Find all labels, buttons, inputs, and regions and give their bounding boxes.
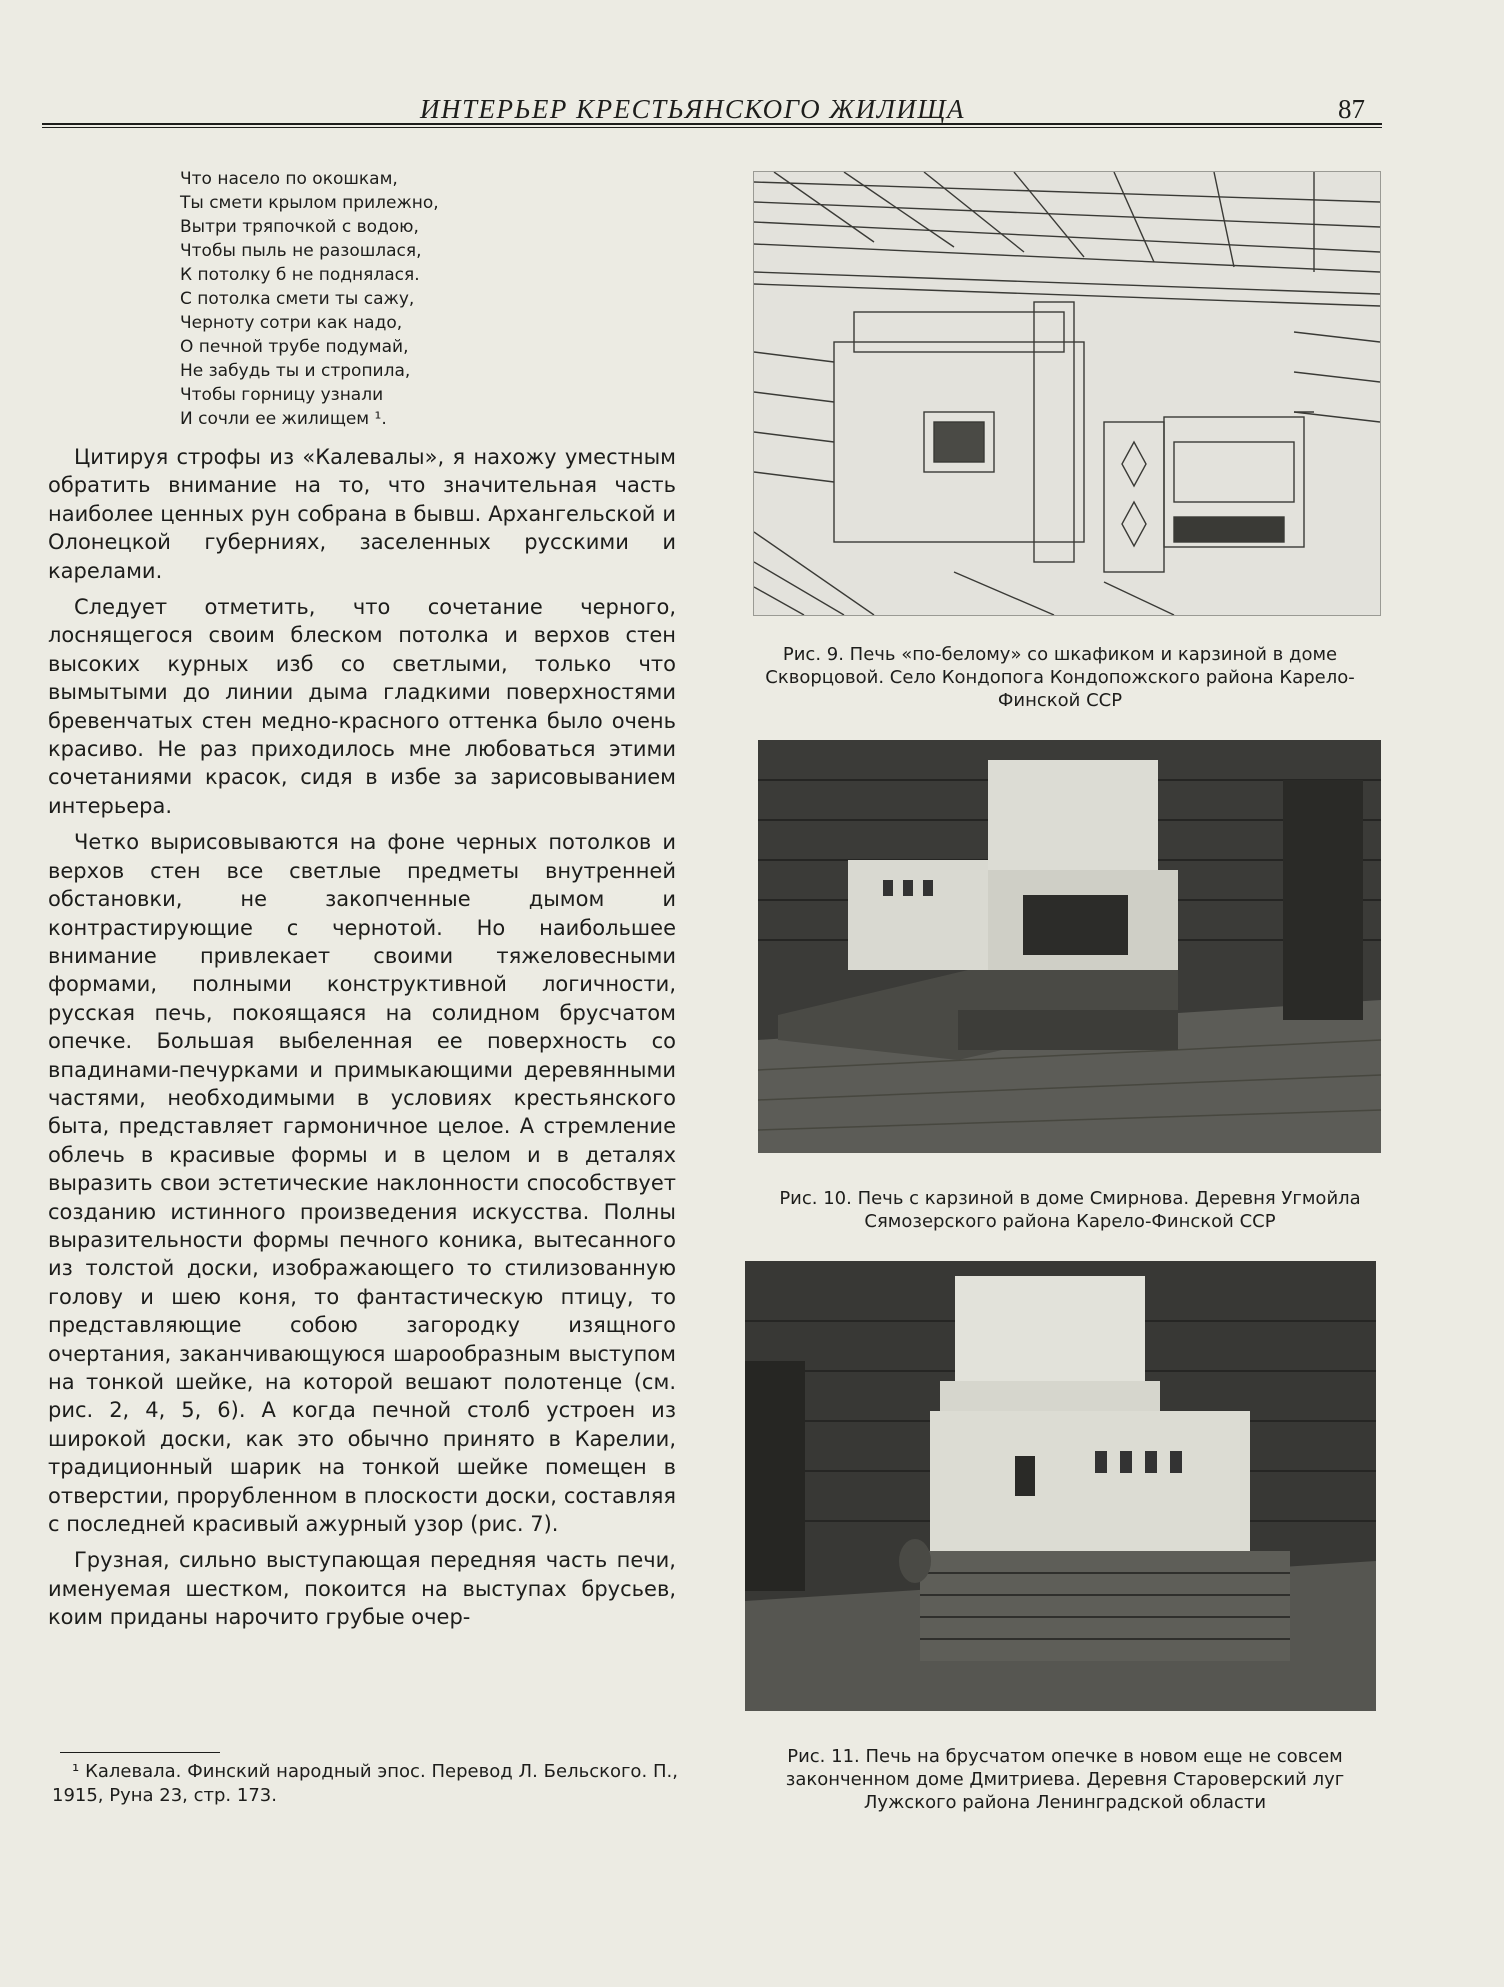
stove-photo-illustration: [758, 740, 1381, 1153]
poem-line: Ты смети крылом прилежно,: [180, 193, 439, 213]
figure-9-caption: Рис. 9. Печь «по-белому» со шкафиком и карзиной в доме Скворцовой. Село Кондопога Кондопожского района Карело-Финской ССР: [765, 644, 1355, 711]
stove-photo-illustration: [745, 1261, 1376, 1711]
page-number: 87: [1338, 94, 1365, 124]
figure-10-photo: [758, 740, 1381, 1153]
poem-line: Что насело по окошкам,: [180, 169, 398, 189]
footnote: ¹ Калевала. Финский народный эпос. Перевод Л. Бельского. П., 1915, Руна 23, стр. 173.: [52, 1761, 678, 1806]
poem-line: К потолку б не поднялася.: [180, 265, 420, 285]
poem-line: С потолка смети ты сажу,: [180, 289, 415, 309]
paragraph: Следует отметить, что сочетание черного, лоснящегося своим блеском потолка и верхов стен высоких курных изб со светлыми, только что вымытыми до линии дыма гладкими поверхностями бревенчатых стен медно-красного оттенка было очень красиво. Не раз приходилось мне любоваться этими сочетаниями красок, сидя в избе за зарисовыванием интерьера.: [48, 595, 676, 818]
running-title: ИНТЕРЬЕР КРЕСТЬЯНСКОГО ЖИЛИЩА: [420, 94, 966, 124]
poem-line: Чтобы горницу узнали: [180, 385, 384, 405]
body-text: [48, 443, 676, 1640]
poem-line: И сочли ее жилищем ¹.: [180, 409, 387, 429]
paragraph: Четко вырисовываются на фоне черных потолков и верхов стен все светлые предметы внутренней обстановки, не закопченные дымом и контрастирующие с чернотой. Но наибольшее внимание привлекает своими тяжеловесными формами, полными конструктивной логичности, русская печь, покоящаяся на солидном брусчатом опечке. Большая выбеленная ее поверхность со впадинами-печурками и примыкающими деревянными частями, необходимыми в условиях крестьянского быта, представляет гармоничное целое. А стремление облечь в красивые формы и в целом и в деталях выразить свои эстетические наклонности способствует созданию истинного произведения искусства. Полны выразительности формы печного коника, вытесанного из толстой доски, изображающего то стилизованную голову и шею коня, то фантастическую птицу, то представляющие собою загородку изящного очертания, заканчивающуюся шарообразным выступом на тонкой шейке, на которой вешают полотенце (см. рис. 2, 4, 5, 6). А когда печной столб устроен из широкой доски, как это обычно принято в Карелии, традиционный шарик на тонкой шейке помещен в отверстии, прорубленном в плоскости доски, составляя с последней красивый ажурный узор (рис. 7).: [48, 830, 676, 1537]
paragraph: Грузная, сильно выступающая передняя часть печи, именуемая шестком, покоится на выступах брусьев, коим приданы нарочито грубые очер-: [48, 1548, 676, 1630]
figure-11-caption: Рис. 11. Печь на брусчатом опечке в новом еще не совсем законченном доме Дмитриева. Деревня Староверский луг Лужского района Ленинградской области: [785, 1746, 1345, 1813]
header-rule: [42, 123, 1382, 128]
paragraph: Цитируя строфы из «Калевалы», я нахожу уместным обратить внимание на то, что значительная часть наиболее ценных рун собрана в бывш. Архангельской и Олонецкой губерниях, заселенных русскими и карелами.: [48, 445, 676, 583]
poem-excerpt: [180, 167, 540, 431]
poem-line: Не забудь ты и стропила,: [180, 361, 411, 381]
footnote-rule: [60, 1752, 220, 1753]
stove-sketch-illustration: [754, 172, 1380, 615]
figure-9-drawing: [753, 171, 1381, 616]
figure-11-photo: [745, 1261, 1376, 1711]
poem-line: Черноту сотри как надо,: [180, 313, 403, 333]
poem-line: О печной трубе подумай,: [180, 337, 409, 357]
poem-line: Чтобы пыль не разошлася,: [180, 241, 422, 261]
poem-line: Вытри тряпочкой с водою,: [180, 217, 419, 237]
figure-10-caption: Рис. 10. Печь с карзиной в доме Смирнова. Деревня Угмойла Сямозерского района Карело-Финской ССР: [779, 1188, 1361, 1232]
